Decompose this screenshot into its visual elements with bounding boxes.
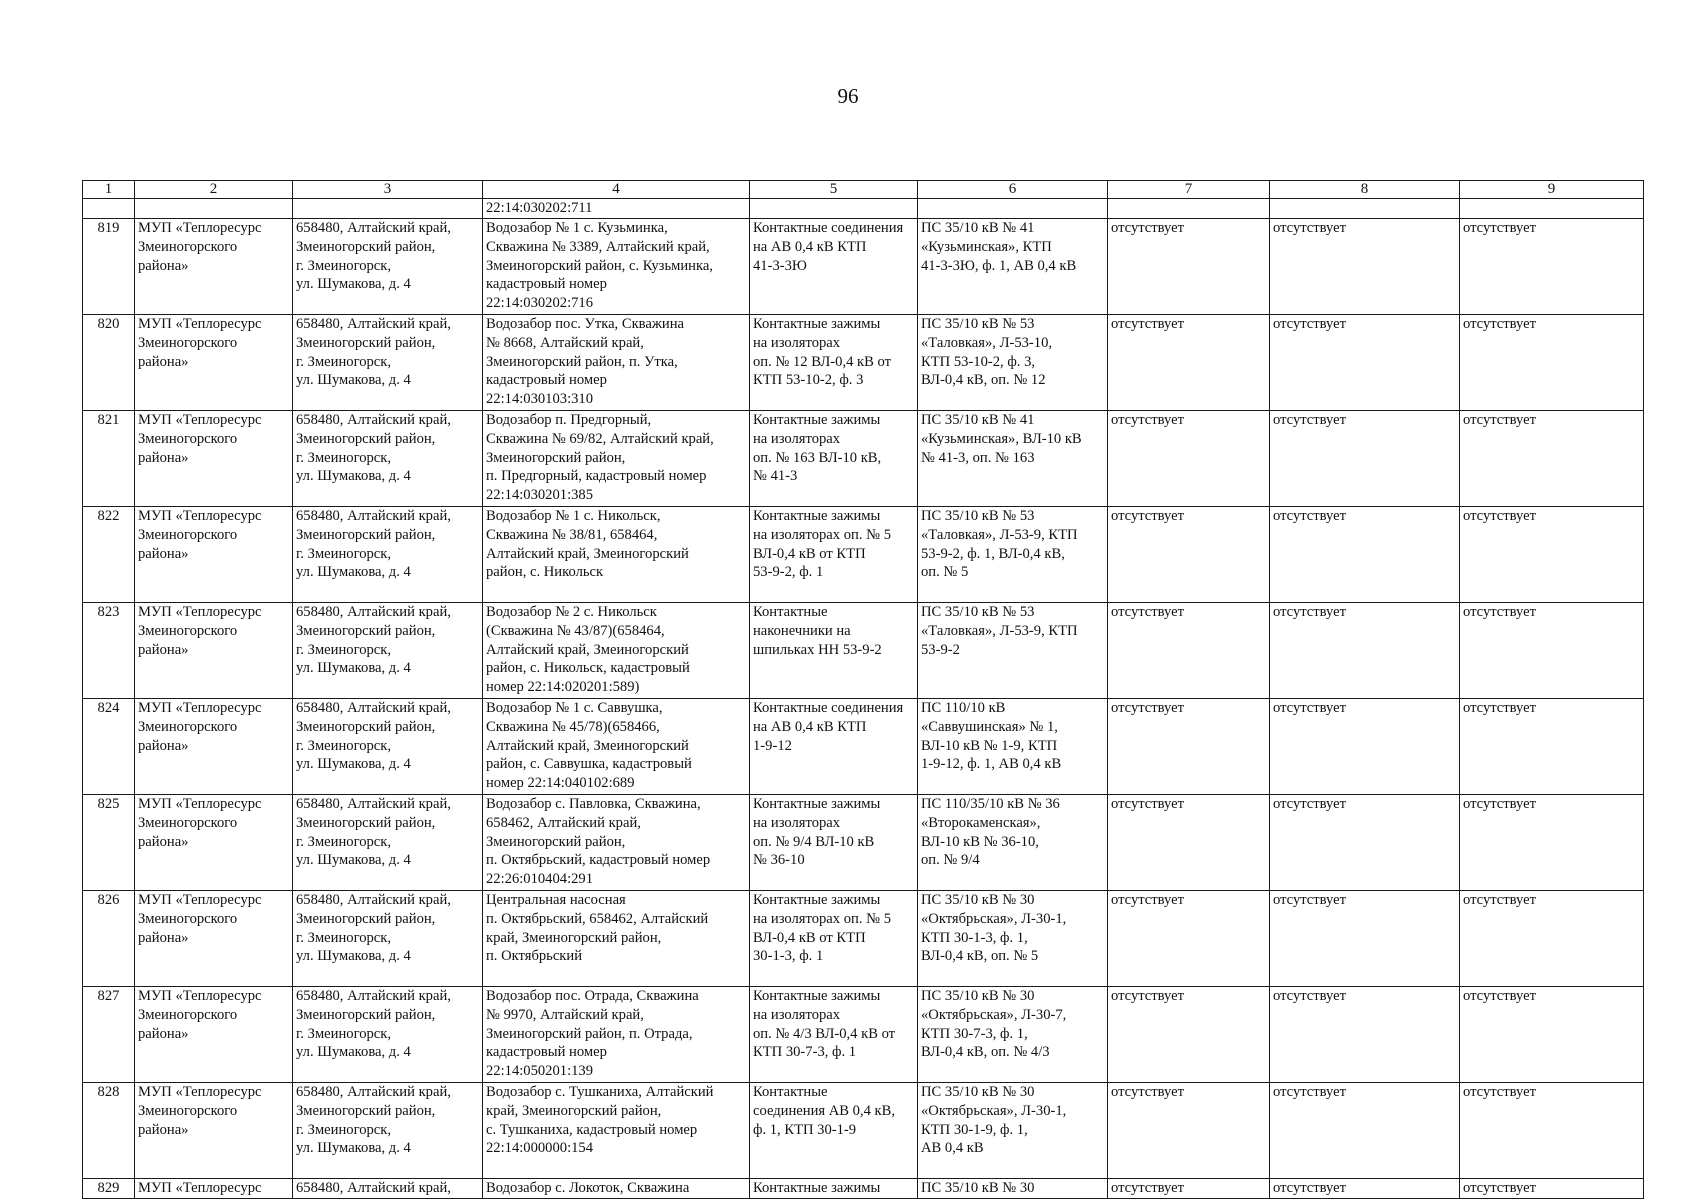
table-row xyxy=(83,603,1644,699)
table-cell: 658480, Алтайский край, Змеиногорский район, г. Змеиногорск, ул. Шумакова, д. 4 xyxy=(293,891,483,987)
column-header: 8 xyxy=(1270,181,1460,199)
table-cell: ПС 35/10 кВ № 30 «Октябрьская», Л-30-1, КТП 30-1-3, ф. 1, ВЛ-0,4 кВ, оп. № 5 xyxy=(918,891,1108,987)
table-cell: отсутствует xyxy=(1460,411,1644,507)
table-cell xyxy=(135,199,293,219)
table-cell xyxy=(918,199,1108,219)
table-cell: отсутствует xyxy=(1460,699,1644,795)
table-cell xyxy=(293,199,483,219)
table-row xyxy=(83,891,1644,987)
table-cell: отсутствует xyxy=(1270,507,1460,603)
table-cell: отсутствует xyxy=(1460,507,1644,603)
table-row xyxy=(83,507,1644,603)
table-cell: ПС 35/10 кВ № 30 «Октябрьская», Л-30-7, КТП 30-7-3, ф. 1, ВЛ-0,4 кВ, оп. № 4/3 xyxy=(918,987,1108,1083)
table-cell: МУП «Теплоресурс Змеиногорского района» xyxy=(135,603,293,699)
table-row xyxy=(83,795,1644,891)
table-cell: Контактные зажимы на изоляторах оп. № 4/3 ВЛ-0,4 кВ от КТП 30-7-3, ф. 1 xyxy=(750,987,918,1083)
table-cell: ПС 110/10 кВ «Саввушинская» № 1, ВЛ-10 кВ № 1-9, КТП 1-9-12, ф. 1, АВ 0,4 кВ xyxy=(918,699,1108,795)
table-cell: отсутствует xyxy=(1270,219,1460,315)
table-cell: Водозабор с. Павловка, Скважина, 658462, Алтайский край, Змеиногорский район, п. Октябрьский, кадастровый номер 22:26:010404:291 xyxy=(483,795,750,891)
table-cell: МУП «Теплоресурс Змеиногорского района» xyxy=(135,1083,293,1179)
table-cell: Водозабор пос. Отрада, Скважина № 9970, Алтайский край, Змеиногорский район, п. Отрада, кадастровый номер 22:14:050201:139 xyxy=(483,987,750,1083)
table-cell: Водозабор пос. Утка, Скважина № 8668, Алтайский край, Змеиногорский район, п. Утка, кадастровый номер 22:14:030103:310 xyxy=(483,315,750,411)
table-cell: Контактные соединения на АВ 0,4 кВ КТП 41-3-3Ю xyxy=(750,219,918,315)
registry-table xyxy=(82,180,1644,1199)
table-row xyxy=(83,699,1644,795)
table-cell: МУП «Теплоресурс Змеиногорского района» xyxy=(135,219,293,315)
table-cell: отсутствует xyxy=(1108,603,1270,699)
table-cell: 658480, Алтайский край, Змеиногорский район, г. Змеиногорск, ул. Шумакова, д. 4 xyxy=(293,795,483,891)
table-cell: Контактные зажимы на изоляторах оп. № 12 ВЛ-0,4 кВ от КТП 53-10-2, ф. 3 xyxy=(750,315,918,411)
table-cell: 822 xyxy=(83,507,135,603)
table-cell xyxy=(1108,199,1270,219)
table-cell: 658480, Алтайский край, Змеиногорский район, г. Змеиногорск, ул. Шумакова, д. 4 xyxy=(293,1083,483,1179)
table-cell: отсутствует xyxy=(1270,987,1460,1083)
table-cell: ПС 35/10 кВ № 53 «Таловкая», Л-53-9, КТП 53-9-2 xyxy=(918,603,1108,699)
table-cell: МУП «Теплоресурс xyxy=(135,1179,293,1199)
table-cell: Контактные зажимы на изоляторах оп. № 9/4 ВЛ-10 кВ № 36-10 xyxy=(750,795,918,891)
table-cell: отсутствует xyxy=(1270,699,1460,795)
table-cell: ПС 35/10 кВ № 30 xyxy=(918,1179,1108,1199)
table-cell: 826 xyxy=(83,891,135,987)
column-header: 9 xyxy=(1460,181,1644,199)
table-row xyxy=(83,219,1644,315)
table-cell: 658480, Алтайский край, Змеиногорский район, г. Змеиногорск, ул. Шумакова, д. 4 xyxy=(293,411,483,507)
table-cell: Водозабор п. Предгорный, Скважина № 69/82, Алтайский край, Змеиногорский район, п. Предгорный, кадастровый номер 22:14:030201:385 xyxy=(483,411,750,507)
table-cell: 22:14:030202:711 xyxy=(483,199,750,219)
table-cell: Контактные зажимы xyxy=(750,1179,918,1199)
table-cell: отсутствует xyxy=(1270,1179,1460,1199)
table-cell: 658480, Алтайский край, Змеиногорский район, г. Змеиногорск, ул. Шумакова, д. 4 xyxy=(293,699,483,795)
column-header: 2 xyxy=(135,181,293,199)
table-row xyxy=(83,1179,1644,1199)
table-cell xyxy=(83,199,135,219)
table-cell: ПС 110/35/10 кВ № 36 «Второкаменская», ВЛ-10 кВ № 36-10, оп. № 9/4 xyxy=(918,795,1108,891)
table-cell: 829 xyxy=(83,1179,135,1199)
table-cell: отсутствует xyxy=(1270,603,1460,699)
table-cell: Водозабор с. Локоток, Скважина xyxy=(483,1179,750,1199)
table-cell: МУП «Теплоресурс Змеиногорского района» xyxy=(135,891,293,987)
table-cell: ПС 35/10 кВ № 53 «Таловкая», Л-53-9, КТП 53-9-2, ф. 1, ВЛ-0,4 кВ, оп. № 5 xyxy=(918,507,1108,603)
table-cell: Водозабор № 1 с. Никольск, Скважина № 38/81, 658464, Алтайский край, Змеиногорский район, с. Никольск xyxy=(483,507,750,603)
table-cell: МУП «Теплоресурс Змеиногорского района» xyxy=(135,411,293,507)
column-header: 7 xyxy=(1108,181,1270,199)
table-cell: 658480, Алтайский край, Змеиногорский район, г. Змеиногорск, ул. Шумакова, д. 4 xyxy=(293,603,483,699)
table-cell: МУП «Теплоресурс Змеиногорского района» xyxy=(135,795,293,891)
table-row xyxy=(83,987,1644,1083)
table-cell: отсутствует xyxy=(1460,987,1644,1083)
table-cell: ПС 35/10 кВ № 41 «Кузьминская», ВЛ-10 кВ № 41-3, оп. № 163 xyxy=(918,411,1108,507)
table-cell: отсутствует xyxy=(1108,507,1270,603)
table-row xyxy=(83,1083,1644,1179)
table-cell: отсутствует xyxy=(1108,315,1270,411)
table-cell: Контактные зажимы на изоляторах оп. № 5 ВЛ-0,4 кВ от КТП 53-9-2, ф. 1 xyxy=(750,507,918,603)
table-cell: 819 xyxy=(83,219,135,315)
table-cell: отсутствует xyxy=(1108,987,1270,1083)
table-cell: отсутствует xyxy=(1270,1083,1460,1179)
table-cell: отсутствует xyxy=(1460,219,1644,315)
table-cell: Контактные соединения на АВ 0,4 кВ КТП 1-9-12 xyxy=(750,699,918,795)
table-cell: отсутствует xyxy=(1108,219,1270,315)
table-cell: отсутствует xyxy=(1108,891,1270,987)
page-number: 96 xyxy=(837,84,859,108)
table-cell: отсутствует xyxy=(1108,411,1270,507)
table-cell: отсутствует xyxy=(1270,891,1460,987)
table-cell: отсутствует xyxy=(1270,411,1460,507)
table-cell: 658480, Алтайский край, Змеиногорский район, г. Змеиногорск, ул. Шумакова, д. 4 xyxy=(293,507,483,603)
table-cell: Водозабор № 1 с. Саввушка, Скважина № 45/78)(658466, Алтайский край, Змеиногорский район, с. Саввушка, кадастровый номер 22:14:040102:689 xyxy=(483,699,750,795)
table-cell: 828 xyxy=(83,1083,135,1179)
table-cell: МУП «Теплоресурс Змеиногорского района» xyxy=(135,699,293,795)
table-cell: МУП «Теплоресурс Змеиногорского района» xyxy=(135,507,293,603)
column-header: 6 xyxy=(918,181,1108,199)
table-cell: отсутствует xyxy=(1108,1179,1270,1199)
table-cell: 658480, Алтайский край, Змеиногорский район, г. Змеиногорск, ул. Шумакова, д. 4 xyxy=(293,987,483,1083)
table-cell: отсутствует xyxy=(1460,1083,1644,1179)
table-cell: ПС 35/10 кВ № 53 «Таловкая», Л-53-10, КТП 53-10-2, ф. 3, ВЛ-0,4 кВ, оп. № 12 xyxy=(918,315,1108,411)
table-cell: Контактные наконечники на шпильках НН 53-9-2 xyxy=(750,603,918,699)
table-cell xyxy=(750,199,918,219)
table-cell: отсутствует xyxy=(1270,795,1460,891)
table-cell: Контактные зажимы на изоляторах оп. № 5 ВЛ-0,4 кВ от КТП 30-1-3, ф. 1 xyxy=(750,891,918,987)
table-cell: отсутствует xyxy=(1460,603,1644,699)
table-cell: Водозабор с. Тушканиха, Алтайский край, Змеиногорский район, с. Тушканиха, кадастровый номер 22:14:000000:154 xyxy=(483,1083,750,1179)
table-row xyxy=(83,411,1644,507)
table-cell: Центральная насосная п. Октябрьский, 658462, Алтайский край, Змеиногорский район, п. Октябрьский xyxy=(483,891,750,987)
table-cell: 825 xyxy=(83,795,135,891)
table-cell: 821 xyxy=(83,411,135,507)
header-row xyxy=(83,181,1644,199)
table-cell: Водозабор № 1 с. Кузьминка, Скважина № 3389, Алтайский край, Змеиногорский район, с. Кузьминка, кадастровый номер 22:14:030202:716 xyxy=(483,219,750,315)
table-cell: отсутствует xyxy=(1108,1083,1270,1179)
table-cell: Контактные зажимы на изоляторах оп. № 163 ВЛ-10 кВ, № 41-3 xyxy=(750,411,918,507)
table-cell: отсутствует xyxy=(1108,699,1270,795)
table-cell: отсутствует xyxy=(1270,315,1460,411)
table-cell: отсутствует xyxy=(1108,795,1270,891)
table-cell xyxy=(1460,199,1644,219)
table-cell: Контактные соединения АВ 0,4 кВ, ф. 1, КТП 30-1-9 xyxy=(750,1083,918,1179)
table-cell: 823 xyxy=(83,603,135,699)
table-cell xyxy=(1270,199,1460,219)
column-header: 4 xyxy=(483,181,750,199)
continuation-row xyxy=(83,199,1644,219)
table-cell: 820 xyxy=(83,315,135,411)
table-cell: 658480, Алтайский край, xyxy=(293,1179,483,1199)
table-cell: отсутствует xyxy=(1460,315,1644,411)
table-cell: отсутствует xyxy=(1460,1179,1644,1199)
table-cell: отсутствует xyxy=(1460,795,1644,891)
table-cell: ПС 35/10 кВ № 41 «Кузьминская», КТП 41-3-3Ю, ф. 1, АВ 0,4 кВ xyxy=(918,219,1108,315)
table-cell: 658480, Алтайский край, Змеиногорский район, г. Змеиногорск, ул. Шумакова, д. 4 xyxy=(293,315,483,411)
column-header: 5 xyxy=(750,181,918,199)
column-header: 3 xyxy=(293,181,483,199)
column-header: 1 xyxy=(83,181,135,199)
table-row xyxy=(83,315,1644,411)
table-cell: 824 xyxy=(83,699,135,795)
table-cell: отсутствует xyxy=(1460,891,1644,987)
table-cell: 658480, Алтайский край, Змеиногорский район, г. Змеиногорск, ул. Шумакова, д. 4 xyxy=(293,219,483,315)
table-cell: МУП «Теплоресурс Змеиногорского района» xyxy=(135,315,293,411)
table-cell: ПС 35/10 кВ № 30 «Октябрьская», Л-30-1, КТП 30-1-9, ф. 1, АВ 0,4 кВ xyxy=(918,1083,1108,1179)
table-cell: МУП «Теплоресурс Змеиногорского района» xyxy=(135,987,293,1083)
table-cell: 827 xyxy=(83,987,135,1083)
table-cell: Водозабор № 2 с. Никольск (Скважина № 43/87)(658464, Алтайский край, Змеиногорский район, с. Никольск, кадастровый номер 22:14:020201:589) xyxy=(483,603,750,699)
